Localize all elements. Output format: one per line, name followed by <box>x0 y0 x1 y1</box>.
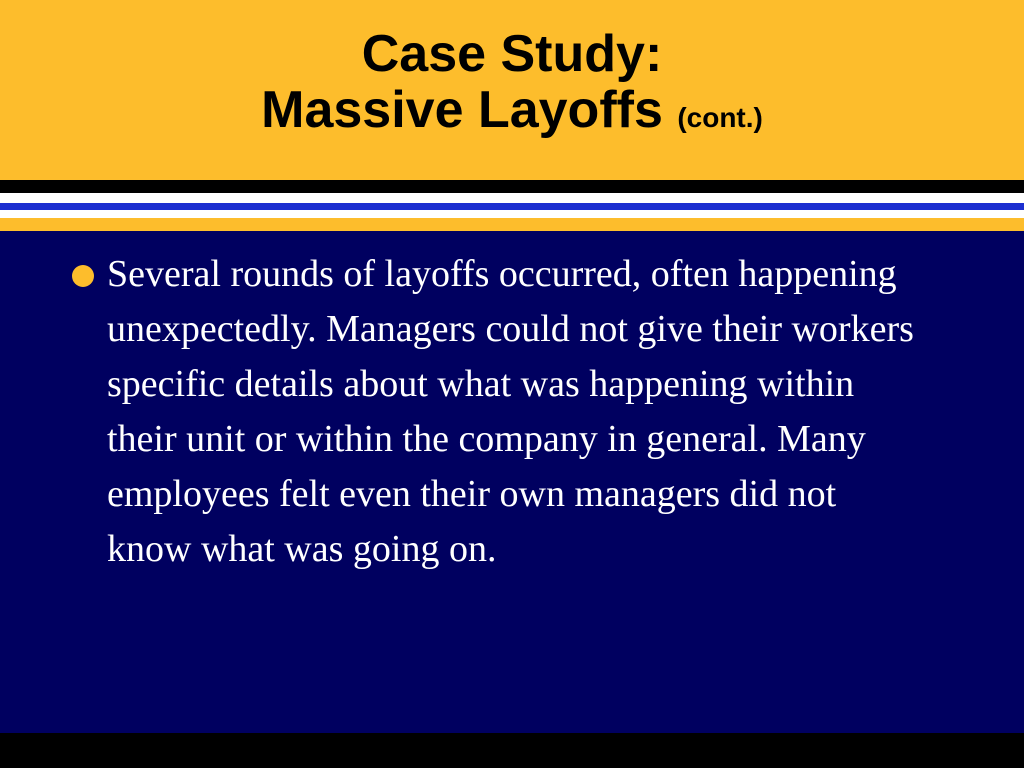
stripe-dark <box>0 180 1024 193</box>
title-line-2 <box>0 82 1024 146</box>
title-line-1: Case Study: <box>361 25 663 83</box>
title-band <box>0 0 1024 180</box>
slide-title <box>0 26 1024 146</box>
bottom-band <box>0 733 1024 768</box>
stripe-gold <box>0 218 1024 231</box>
stripe-white <box>0 193 1024 203</box>
stripe-white-lower <box>0 210 1024 218</box>
bullet-dot-icon <box>72 265 94 287</box>
stripe-blue <box>0 203 1024 210</box>
title-suffix: (cont.) <box>677 102 763 133</box>
bullet-text: Several rounds of layoffs occurred, often happening unexpectedly. Managers could not give their workers specific details about what was happening within their unit or within the company in general. Many employees felt even their own managers did not know what was going on. <box>107 253 914 570</box>
title-main: Massive Layoffs <box>261 81 663 139</box>
